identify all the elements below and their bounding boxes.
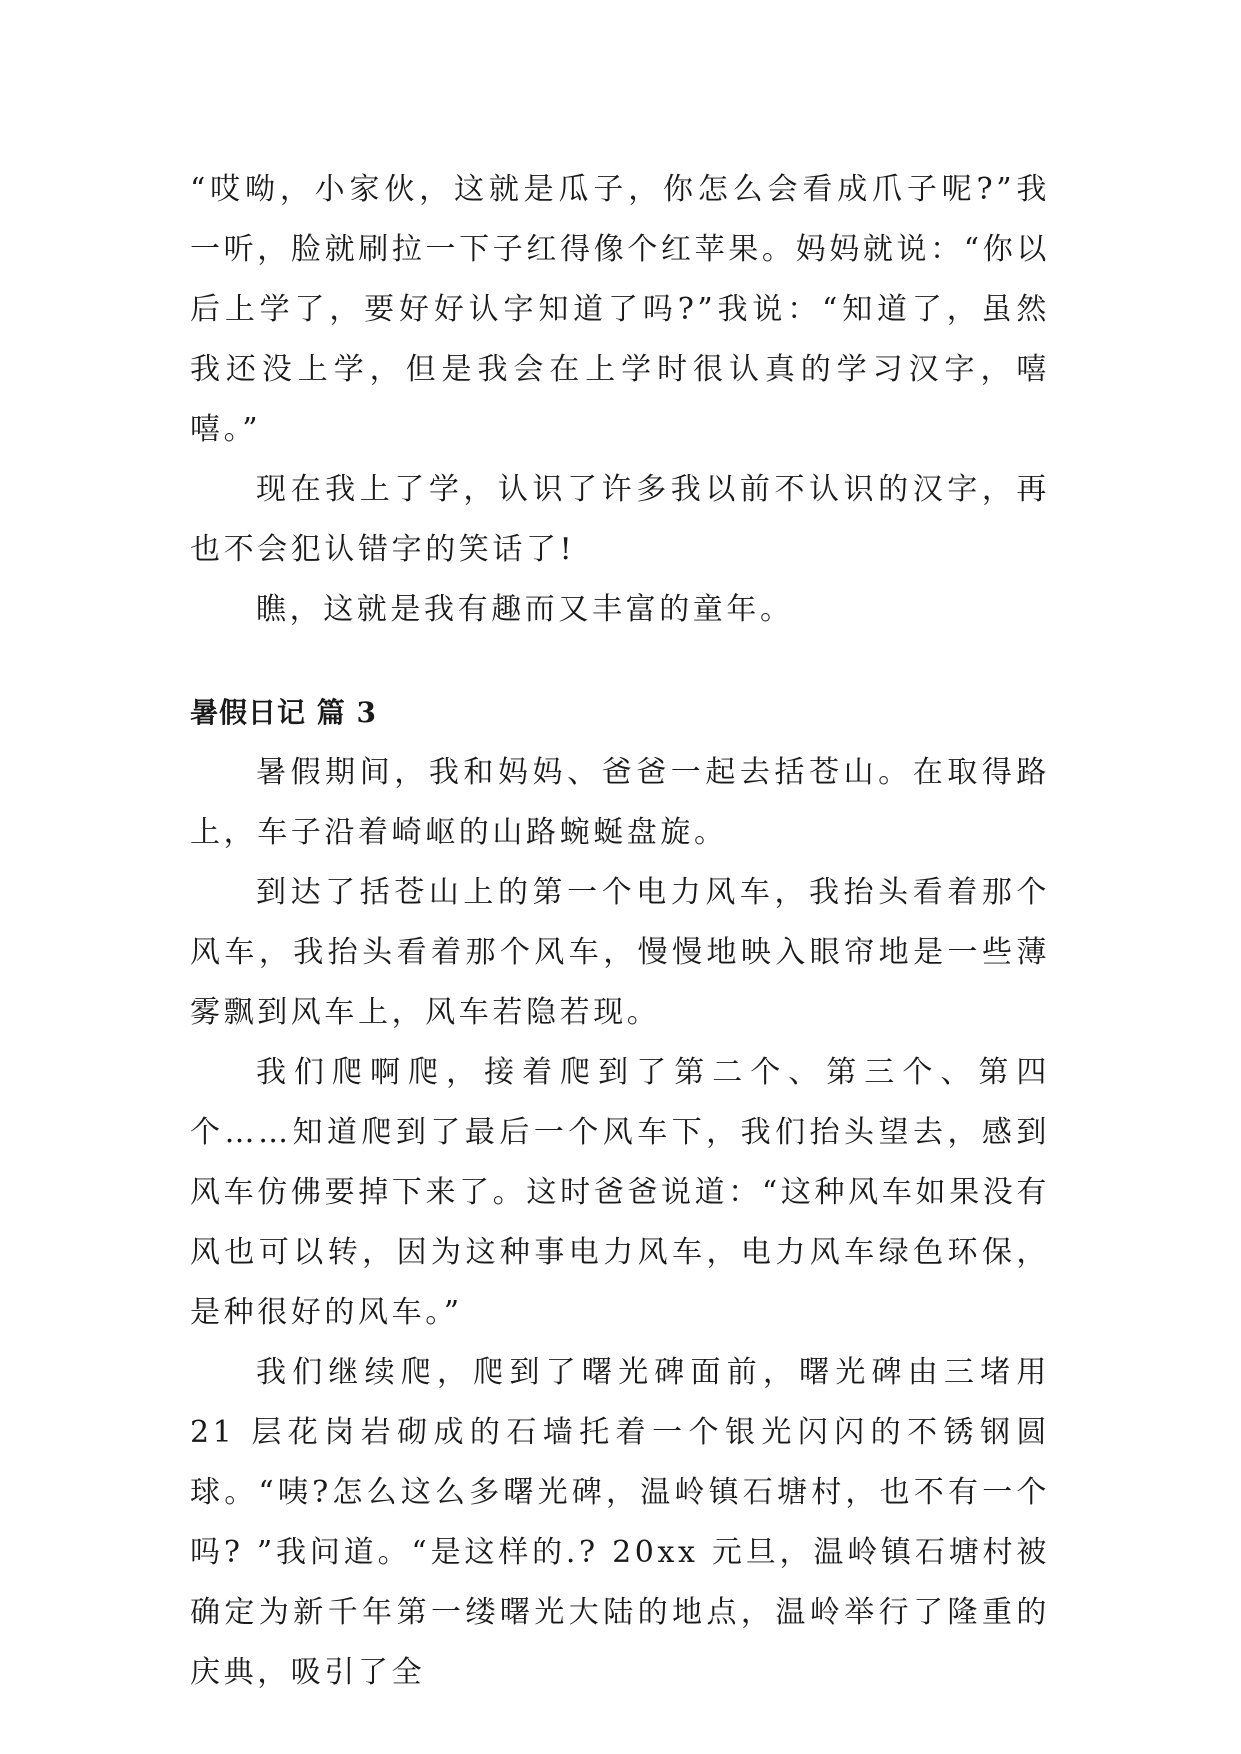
paragraph-dialogue: “哎呦，小家伙，这就是瓜子，你怎么会看成爪子呢?”我一听，脸就刷拉一下子红得像个红苹果。妈妈就说：“你以后上学了，要好好认字知道了吗?”我说：“知道了，虽然我还没上学，但是我会在上学时很认真的学习汉字，嘻嘻。”: [190, 172, 1050, 447]
paragraph-dawn-monument: 我们继续爬，爬到了曙光碑面前，曙光碑由三堵用 21 层花岗岩砌成的石墙托着一个银光闪闪的不锈钢圆球。“咦?怎么这么多曙光碑，温岭镇石塘村，也不有一个吗? ”我问道。“是这样的.? 20xx 元旦，温岭镇石塘村被确定为新千年第一缕曙光大陆的地点，温岭举行了隆重的庆典，吸引了全: [190, 1355, 1050, 1690]
section-title: 暑假日记 篇 3: [190, 696, 377, 729]
paragraph-learned-characters: 现在我上了学，认识了许多我以前不认识的汉字，再也不会犯认错字的笑话了!: [190, 472, 1050, 567]
paragraph-first-windmill: 到达了括苍山上的第一个电力风车，我抬头看着那个风车，我抬头看着那个风车，慢慢地映入眼帘地是一些薄雾飘到风车上，风车若隐若现。: [190, 875, 1050, 1030]
document-page: [190, 160, 1050, 1703]
paragraph-trip-start: 暑假期间，我和妈妈、爸爸一起去括苍山。在取得路上，车子沿着崎岖的山路蜿蜒盘旋。: [190, 755, 1050, 850]
paragraph-climbing: 我们爬啊爬，接着爬到了第二个、第三个、第四个……知道爬到了最后一个风车下，我们抬头望去，感到风车仿佛要掉下来了。这时爸爸说道：“这种风车如果没有风也可以转，因为这种事电力风车，电力风车绿色环保，是种很好的风车。”: [190, 1055, 1050, 1330]
paragraph-childhood-summary: 瞧，这就是我有趣而又丰富的童年。: [256, 592, 794, 627]
